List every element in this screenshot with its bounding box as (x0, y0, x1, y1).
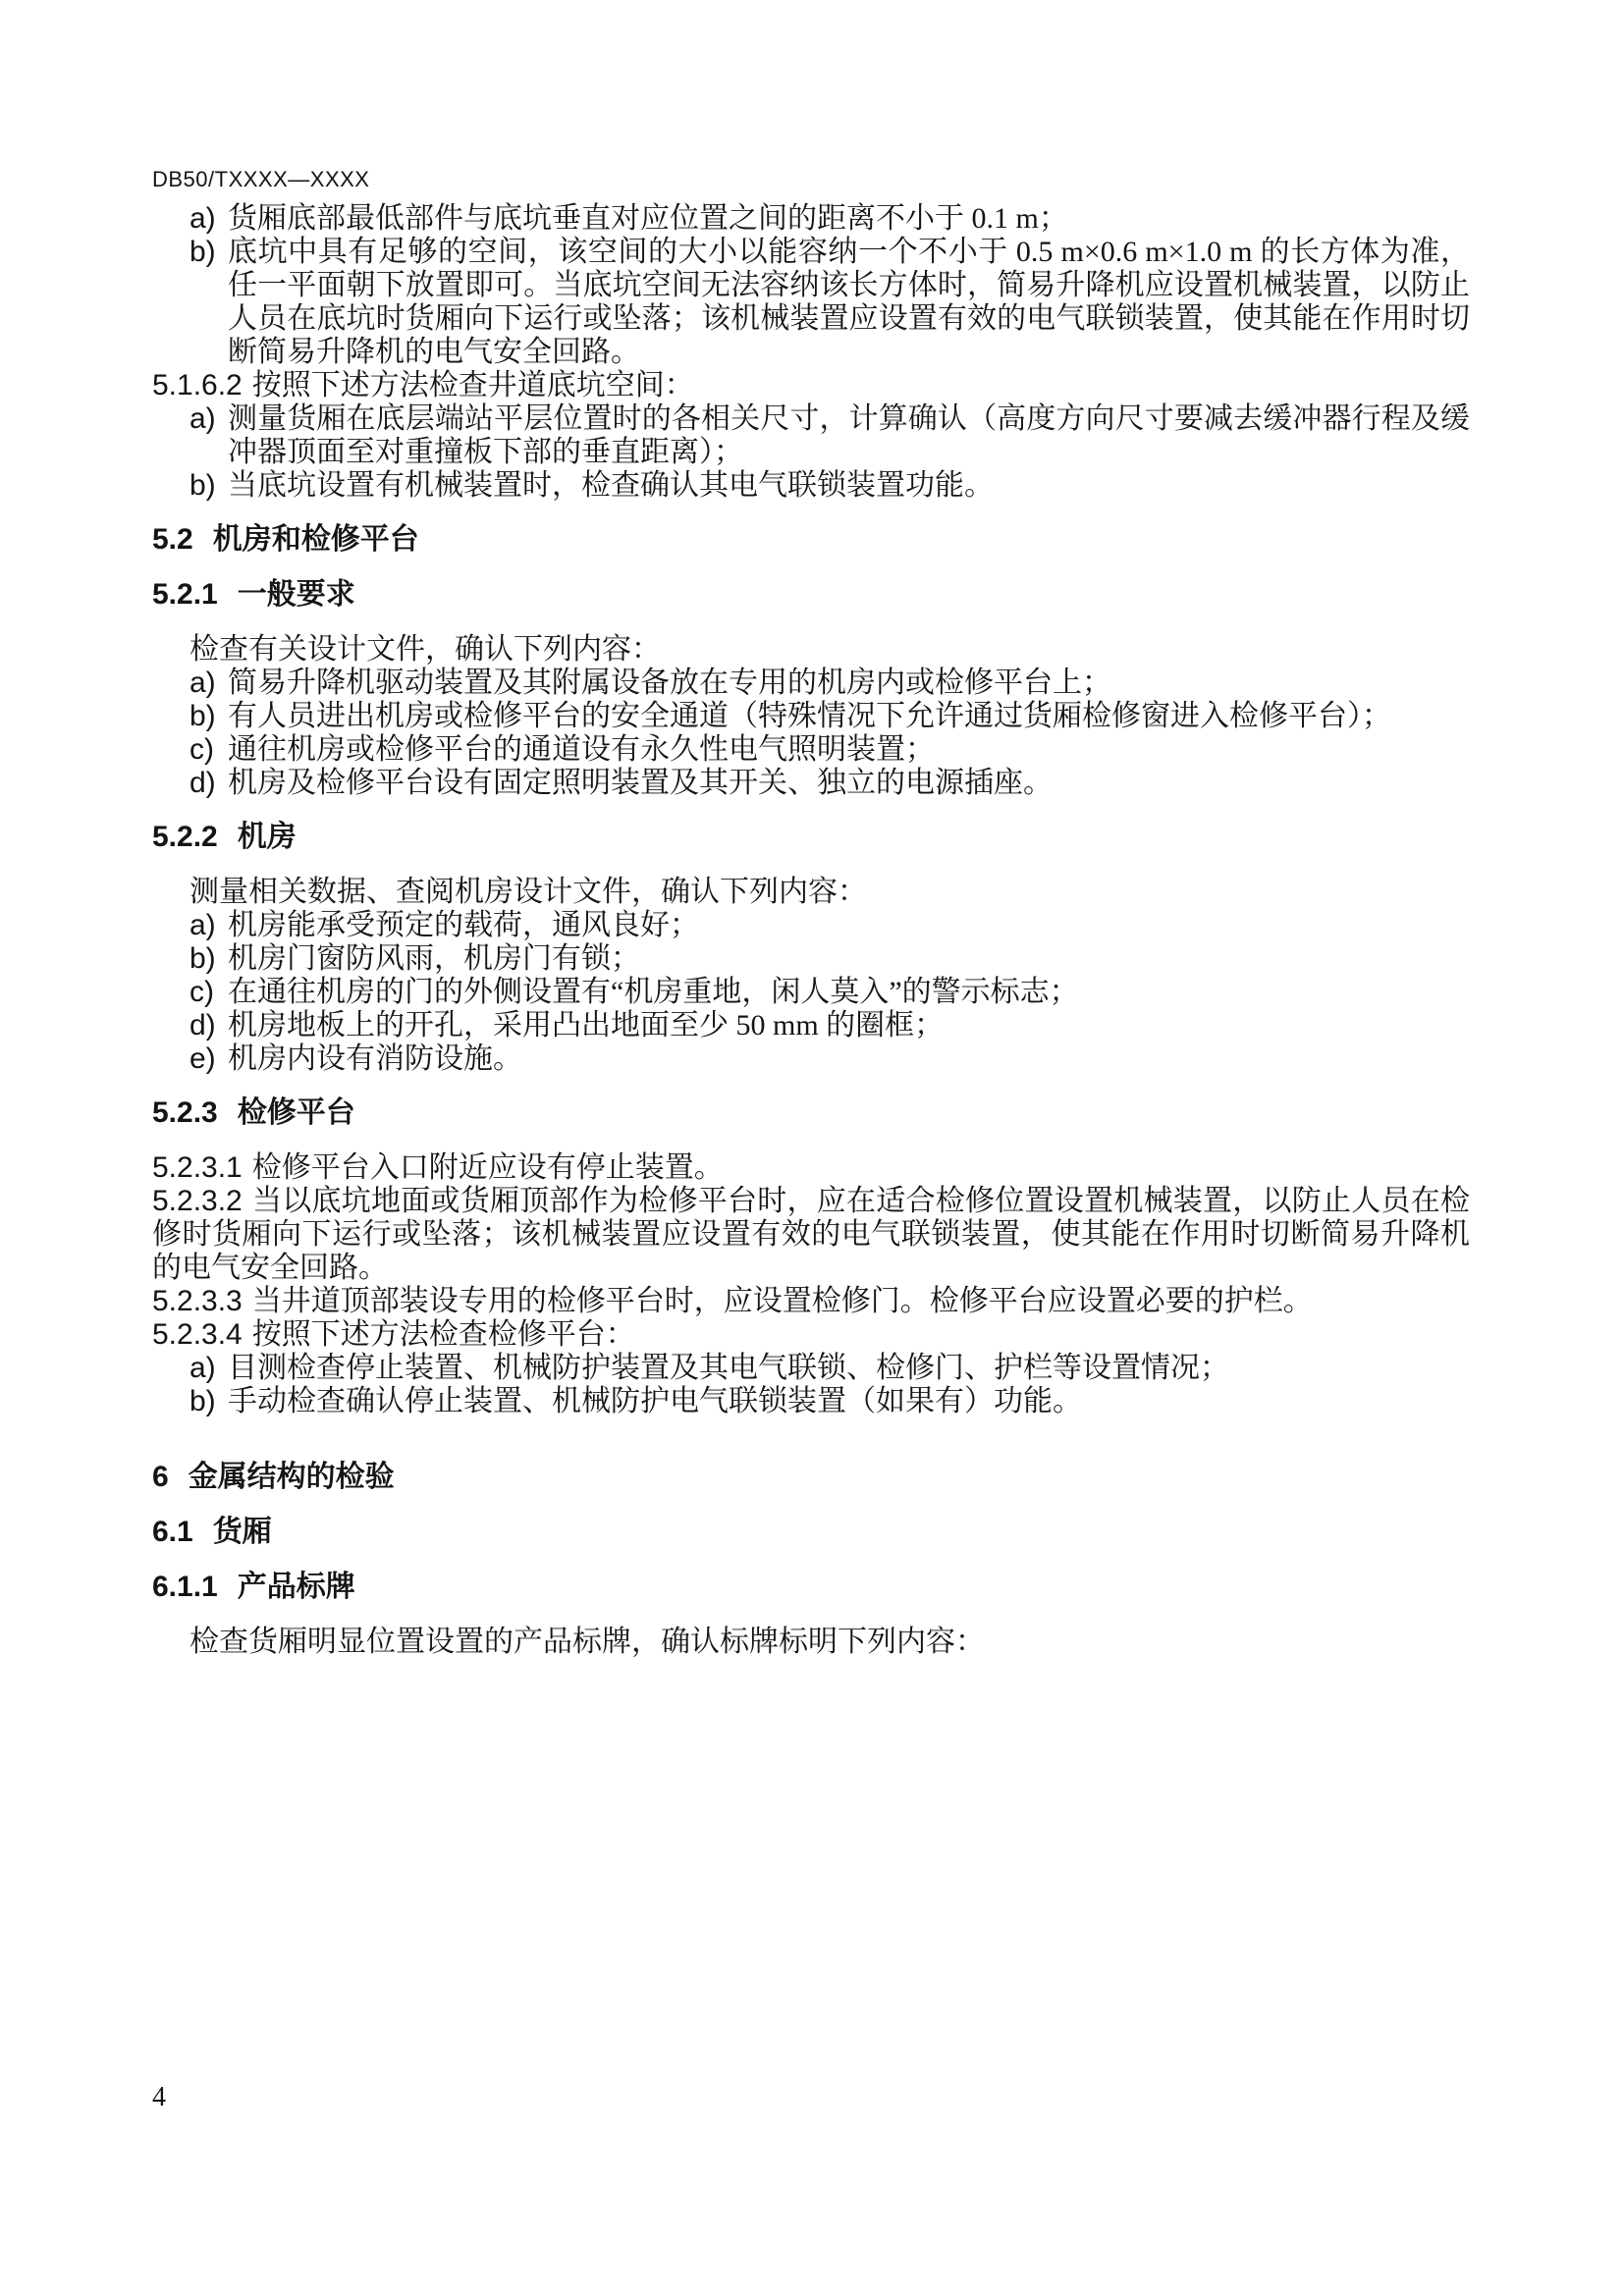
heading-title: 货厢 (212, 1516, 272, 1548)
list-item-text: 机房能承受预定的载荷，通风良好； (228, 909, 699, 941)
list-item (152, 236, 1470, 369)
page-number: 4 (152, 2082, 166, 2112)
list-item (152, 1009, 1470, 1042)
list-item-text: 手动检查确认停止装置、机械防护电气联锁装置（如果有）功能。 (228, 1385, 1082, 1417)
list-marker: a) (189, 402, 216, 435)
clause-number: 5.2.3.2 (152, 1185, 243, 1217)
section-heading (152, 1571, 1470, 1604)
list-item (152, 700, 1470, 733)
heading-title: 产品标牌 (237, 1571, 355, 1603)
list-marker: b) (189, 469, 216, 502)
list-item (152, 469, 1470, 503)
list-item-text: 底坑中具有足够的空间，该空间的大小以能容纳一个不小于 0.5 m×0.6 m×1.0 m 的长方体为准，任一平面朝下放置即可。当底坑空间无法容纳该长方体时，简易升降机应设置机械装置，以防止人员在底坑时货厢向下运行或坠落；该机械装置应设置有效的电气联锁装置，使其能在作用时切断简易升降机的电气安全回路。 (228, 236, 1470, 368)
clause-paragraph (152, 1318, 1470, 1352)
list-item (152, 942, 1470, 976)
list-item-text: 在通往机房的门的外侧设置有“机房重地，闲人莫入”的警示标志； (228, 976, 1079, 1008)
heading-title: 机房和检修平台 (212, 523, 419, 556)
list-item (152, 1352, 1470, 1385)
clause-number: 5.2.3.1 (152, 1151, 243, 1184)
heading-number: 6.1 (152, 1516, 193, 1548)
list-item-text: 机房门窗防风雨，机房门有锁； (228, 942, 640, 975)
heading-number: 5.2 (152, 523, 193, 556)
doc-number: DB50/TXXXX—XXXX (152, 167, 370, 191)
clause-text: 按照下述方法检查井道底坑空间： (251, 369, 694, 401)
list-marker: d) (189, 767, 216, 799)
paragraph: 测量相关数据、查阅机房设计文件，确认下列内容： (189, 876, 867, 908)
list-item-text: 机房内设有消防设施。 (228, 1042, 522, 1075)
list-marker: a) (189, 909, 216, 941)
section-heading (152, 523, 1470, 557)
clause-text: 检修平台入口附近应设有停止装置。 (251, 1151, 724, 1184)
clause-paragraph (152, 369, 1470, 402)
heading-title: 检修平台 (237, 1096, 355, 1129)
list-item-text: 测量货厢在底层端站平层位置时的各相关尺寸，计算确认（高度方向尺寸要减去缓冲器行程及缓冲器顶面至对重撞板下部的垂直距离）； (228, 402, 1470, 468)
list-marker: b) (189, 700, 216, 732)
list-item (152, 976, 1470, 1009)
list-marker: c) (189, 976, 214, 1008)
list-marker: a) (189, 1352, 216, 1384)
list-item-text: 通往机房或检修平台的通道设有永久性电气照明装置； (228, 733, 935, 766)
list-item (152, 767, 1470, 800)
clause-paragraph (152, 1151, 1470, 1185)
clause-number: 5.1.6.2 (152, 369, 243, 401)
clause-text: 按照下述方法检查检修平台： (251, 1318, 635, 1351)
document-body (152, 202, 1470, 1659)
clause-text: 当以底坑地面或货厢顶部作为检修平台时，应在适合检修位置设置机械装置，以防止人员在检修时货厢向下运行或坠落；该机械装置应设置有效的电气联锁装置，使其能在作用时切断简易升降机的电气安全回路。 (152, 1185, 1470, 1284)
section-heading (152, 1461, 1470, 1494)
list-item (152, 733, 1470, 767)
list-marker: c) (189, 733, 214, 766)
list-item-text: 简易升降机驱动装置及其附属设备放在专用的机房内或检修平台上； (228, 667, 1111, 699)
clause-number: 5.2.3.3 (152, 1285, 243, 1317)
heading-number: 5.2.3 (152, 1096, 218, 1129)
list-item-text: 货厢底部最低部件与底坑垂直对应位置之间的距离不小于 0.1 m； (228, 202, 1068, 235)
list-item (152, 402, 1470, 469)
list-marker: b) (189, 236, 216, 268)
list-item-text: 有人员进出机房或检修平台的安全通道（特殊情况下允许通过货厢检修窗进入检修平台）； (228, 700, 1391, 732)
list-item (152, 202, 1470, 236)
clause-paragraph (152, 1185, 1470, 1285)
list-item-text: 机房地板上的开孔，采用凸出地面至少 50 mm 的圈框； (228, 1009, 945, 1041)
section-heading (152, 1516, 1470, 1549)
list-item (152, 667, 1470, 700)
heading-title: 机房 (237, 821, 297, 853)
heading-number: 6 (152, 1461, 169, 1493)
section-heading (152, 1096, 1470, 1130)
clause-text: 当井道顶部装设专用的检修平台时，应设置检修门。检修平台应设置必要的护栏。 (251, 1285, 1313, 1317)
list-marker: a) (189, 202, 216, 235)
heading-title: 一般要求 (237, 578, 355, 611)
list-marker: d) (189, 1009, 216, 1041)
list-marker: a) (189, 667, 216, 699)
list-marker: e) (189, 1042, 216, 1075)
list-item-text: 目测检查停止装置、机械防护装置及其电气联锁、检修门、护栏等设置情况； (228, 1352, 1229, 1384)
list-item (152, 1385, 1470, 1418)
paragraph: 检查有关设计文件，确认下列内容： (189, 633, 661, 666)
heading-title: 金属结构的检验 (188, 1461, 395, 1493)
list-item-text: 当底坑设置有机械装置时，检查确认其电气联锁装置功能。 (228, 469, 994, 502)
paragraph: 检查货厢明显位置设置的产品标牌，确认标牌标明下列内容： (189, 1626, 985, 1658)
heading-number: 5.2.2 (152, 821, 218, 853)
heading-number: 6.1.1 (152, 1571, 218, 1603)
list-item-text: 机房及检修平台设有固定照明装置及其开关、独立的电源插座。 (228, 767, 1053, 799)
section-heading (152, 821, 1470, 854)
clause-number: 5.2.3.4 (152, 1318, 243, 1351)
list-item (152, 1042, 1470, 1076)
list-marker: b) (189, 942, 216, 975)
heading-number: 5.2.1 (152, 578, 218, 611)
section-heading (152, 578, 1470, 612)
clause-paragraph (152, 1285, 1470, 1318)
list-marker: b) (189, 1385, 216, 1417)
list-item (152, 909, 1470, 942)
